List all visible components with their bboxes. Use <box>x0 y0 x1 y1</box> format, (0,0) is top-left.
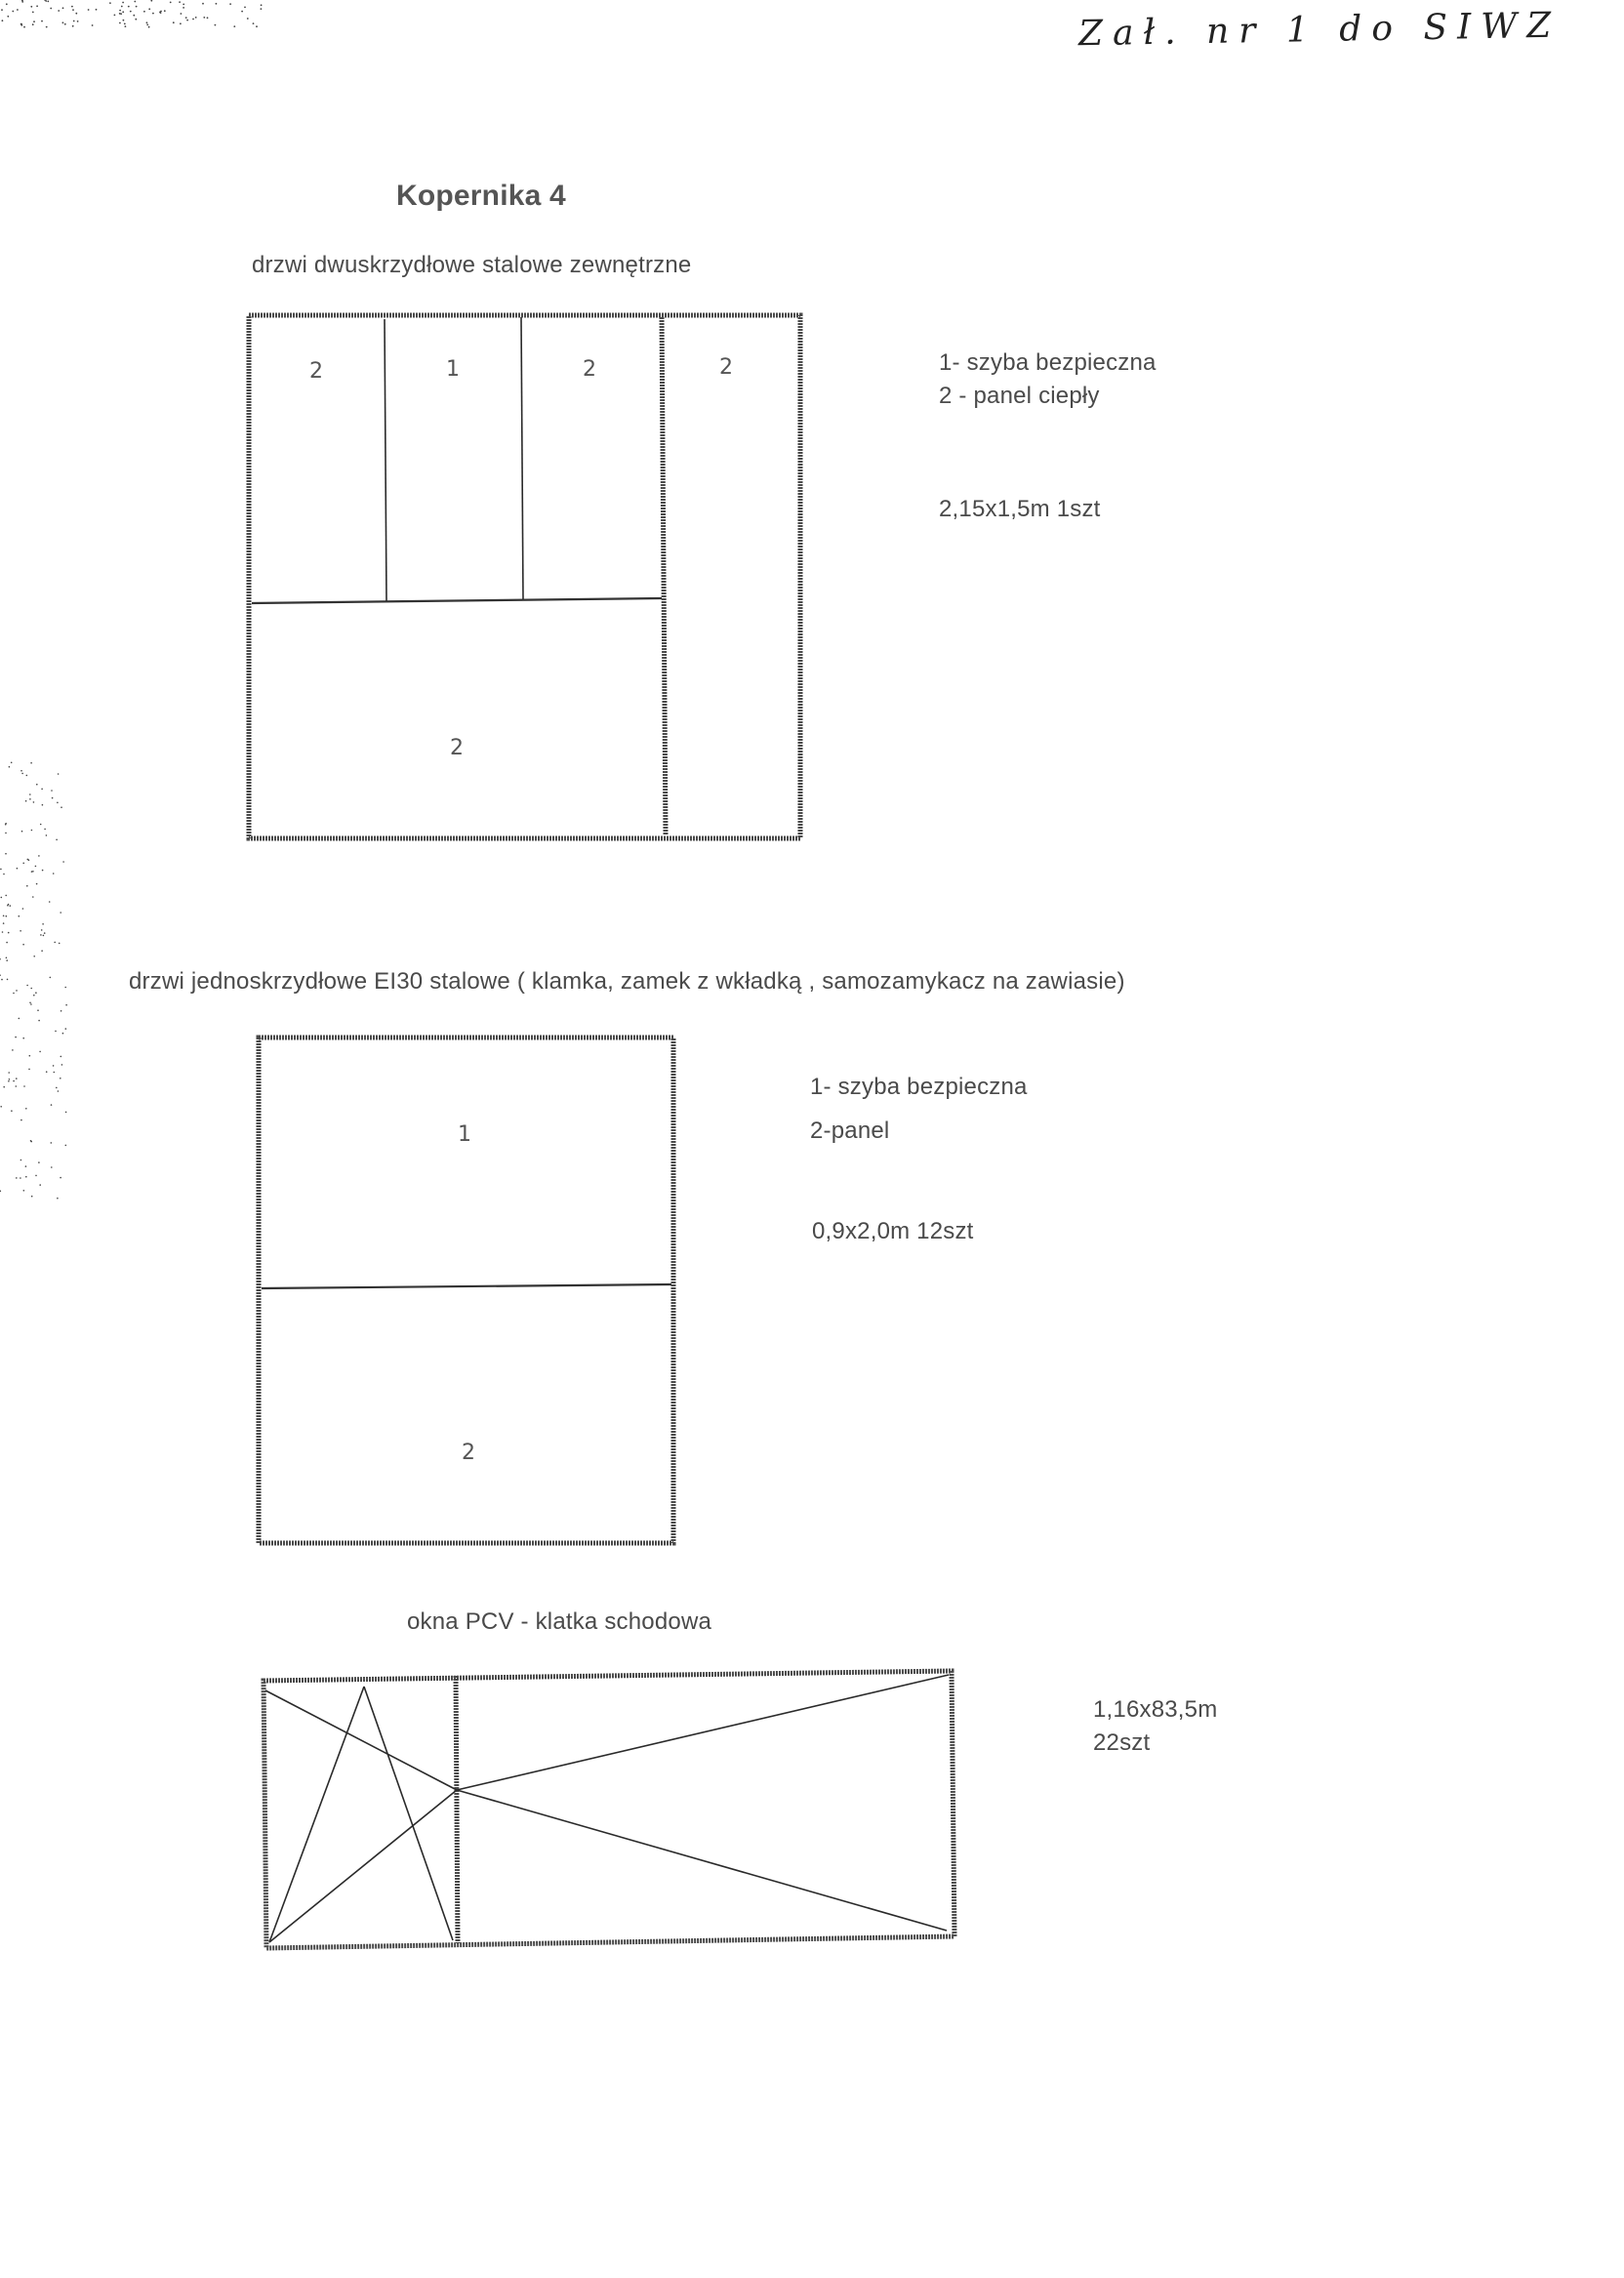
window-mullion <box>456 1676 458 1943</box>
section-1-caption: drzwi dwuskrzydłowe stalowe zewnętrzne <box>252 252 692 278</box>
panel-label: 2 <box>719 355 734 380</box>
legend-item: 1- szyba bezpieczna <box>810 1074 1028 1100</box>
window-frame <box>264 1671 954 1948</box>
panel-label: 1 <box>458 1122 472 1147</box>
section-3-caption: okna PCV - klatka schodowa <box>407 1608 712 1635</box>
panel-label: 2 <box>309 359 324 384</box>
dimensions-text: 1,16x83,5m <box>1093 1696 1218 1723</box>
legend-item: 2 - panel ciepły <box>939 383 1100 409</box>
panel-label: 2 <box>462 1441 476 1465</box>
turn-line-top <box>265 1690 457 1790</box>
section-2-caption: drzwi jednoskrzydłowe EI30 stalowe ( klamka, zamek z wkładką , samozamykacz na zawiasie) <box>129 968 1125 995</box>
fixed-line-top <box>457 1675 949 1790</box>
dimensions-text: 2,15x1,5m 1szt <box>939 496 1101 522</box>
tilt-line-right <box>364 1687 453 1940</box>
legend-item: 1- szyba bezpieczna <box>939 349 1157 376</box>
handwritten-attachment-note: Zał. nr 1 do SIWZ <box>1077 5 1562 55</box>
fixed-line-bottom <box>457 1790 947 1931</box>
panel-label: 2 <box>450 736 465 760</box>
panel-label: 1 <box>446 357 461 382</box>
legend-item: 2-panel <box>810 1118 890 1144</box>
dimensions-text: 0,9x2,0m 12szt <box>812 1218 974 1244</box>
quantity-text: 22szt <box>1093 1729 1151 1756</box>
panel-label: 2 <box>583 357 597 382</box>
page-title: Kopernika 4 <box>396 180 566 212</box>
